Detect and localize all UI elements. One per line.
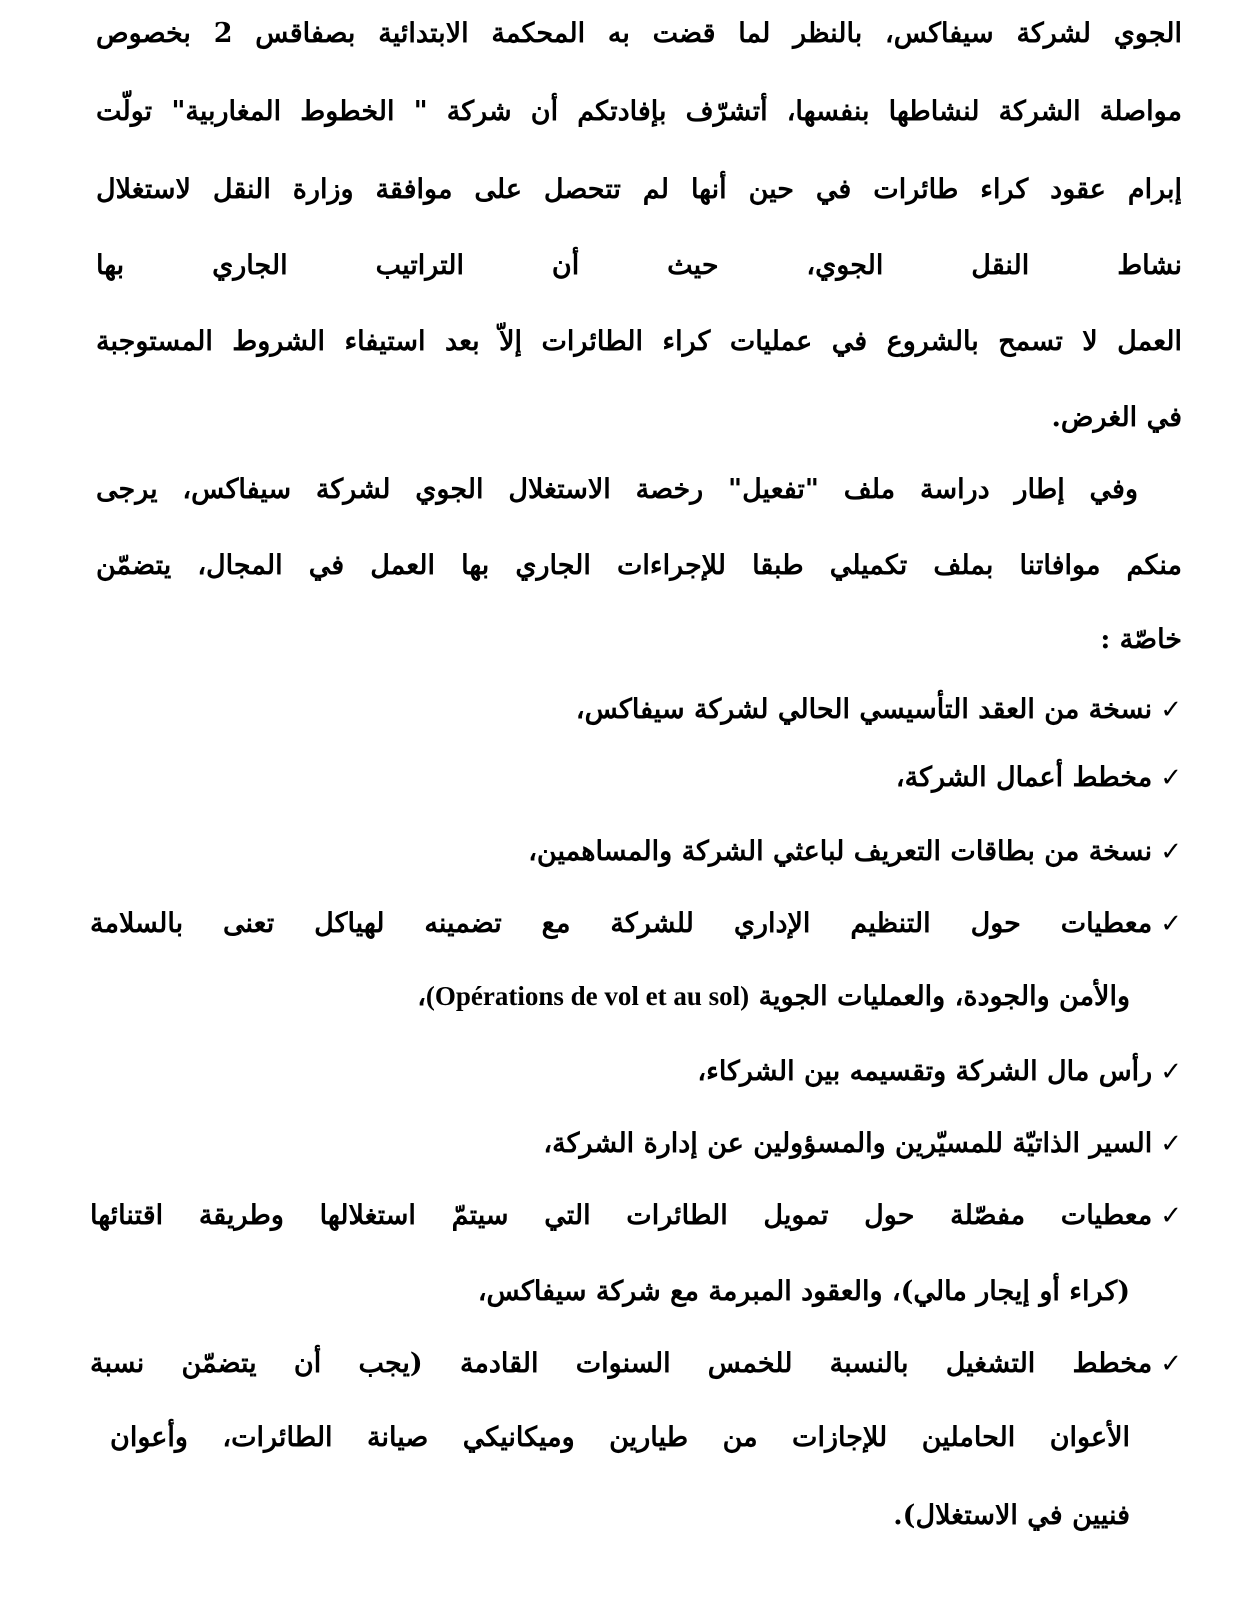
check-icon: ✓ [1160,909,1182,939]
check-icon: ✓ [1160,1129,1182,1159]
paragraph-line: العمل لا تسمح بالشروع في عمليات كراء الطائرات إلاّ بعد استيفاء الشروط المستوجبة [96,326,1182,357]
checklist-item [90,1344,1182,1384]
checklist-item-text: مخطط أعمال الشركة، [895,762,1153,793]
checklist-item-text: رأس مال الشركة وتقسيمه بين الشركاء، [697,1056,1153,1087]
checklist-item-continuation: (كراء أو إيجار مالي)، والعقود المبرمة مع شركة سيفاكس، [477,1276,1130,1307]
checklist-item-continuation: فنيين في الاستغلال). [893,1500,1130,1531]
checklist-item [896,758,1182,798]
check-icon: ✓ [1160,837,1182,867]
checklist-item [90,1196,1182,1236]
checklist-item-text: والأمن والجودة، والعمليات الجوية [758,981,1130,1012]
paragraph-line: في الغرض. [1051,402,1182,433]
punctuation: ، [417,981,426,1012]
paragraph-line: نشاط النقل الجوي، حيث أن التراتيب الجاري بها [96,250,1182,281]
check-icon: ✓ [1160,1201,1182,1231]
paragraph-line: خاصّة : [1100,624,1182,655]
checklist-item-text: نسخة من بطاقات التعريف لباعثي الشركة والمساهمين، [528,836,1153,867]
latin-term: (Opérations de vol et au sol) [425,981,750,1011]
checklist-item [543,1124,1182,1164]
checklist-item [697,1052,1182,1092]
check-icon: ✓ [1160,1349,1182,1379]
paragraph-line: مواصلة الشركة لنشاطها بنفسها، أتشرّف بإفادتكم أن شركة " الخطوط المغاربية" تولّت [96,96,1182,127]
paragraph-line: إبرام عقود كراء طائرات في حين أنها لم تتحصل على موافقة وزارة النقل لاستغلال [96,174,1182,205]
checklist-item-continuation: الأعوان الحاملين للإجازات من طيارين وميكانيكي صيانة الطائرات، وأعوان [110,1422,1130,1453]
checklist-item-text: السير الذاتيّة للمسيّرين والمسؤولين عن إدارة الشركة، [543,1128,1153,1159]
checklist-item-text: نسخة من العقد التأسيسي الحالي لشركة سيفاكس، [575,694,1153,725]
check-icon: ✓ [1160,763,1182,793]
paragraph-line: الجوي لشركة سيفاكس، بالنظر لما قضت به المحكمة الابتدائية بصفاقس 2 بخصوص [96,18,1183,49]
checklist-item-text: معطيات مفصّلة حول تمويل الطائرات التي سيتمّ استغلالها وطريقة اقتنائها [90,1200,1153,1231]
checklist-item-text: مخطط التشغيل بالنسبة للخمس السنوات القادمة (يجب أن يتضمّن نسبة [90,1348,1153,1379]
paragraph-line: وفي إطار دراسة ملف "تفعيل" رخصة الاستغلال الجوي لشركة سيفاكس، يرجى [96,474,1138,505]
checklist-item-continuation [417,976,1130,1017]
check-icon: ✓ [1160,1057,1182,1087]
checklist-item-text: معطيات حول التنظيم الإداري للشركة مع تضمينه لهياكل تعنى بالسلامة [90,908,1153,939]
checklist-item [90,904,1182,944]
checklist-item [528,832,1182,872]
checklist-item [576,690,1182,730]
paragraph-line: منكم موافاتنا بملف تكميلي طبقا للإجراءات الجاري بها العمل في المجال، يتضمّن [96,550,1182,581]
check-icon: ✓ [1160,695,1182,725]
